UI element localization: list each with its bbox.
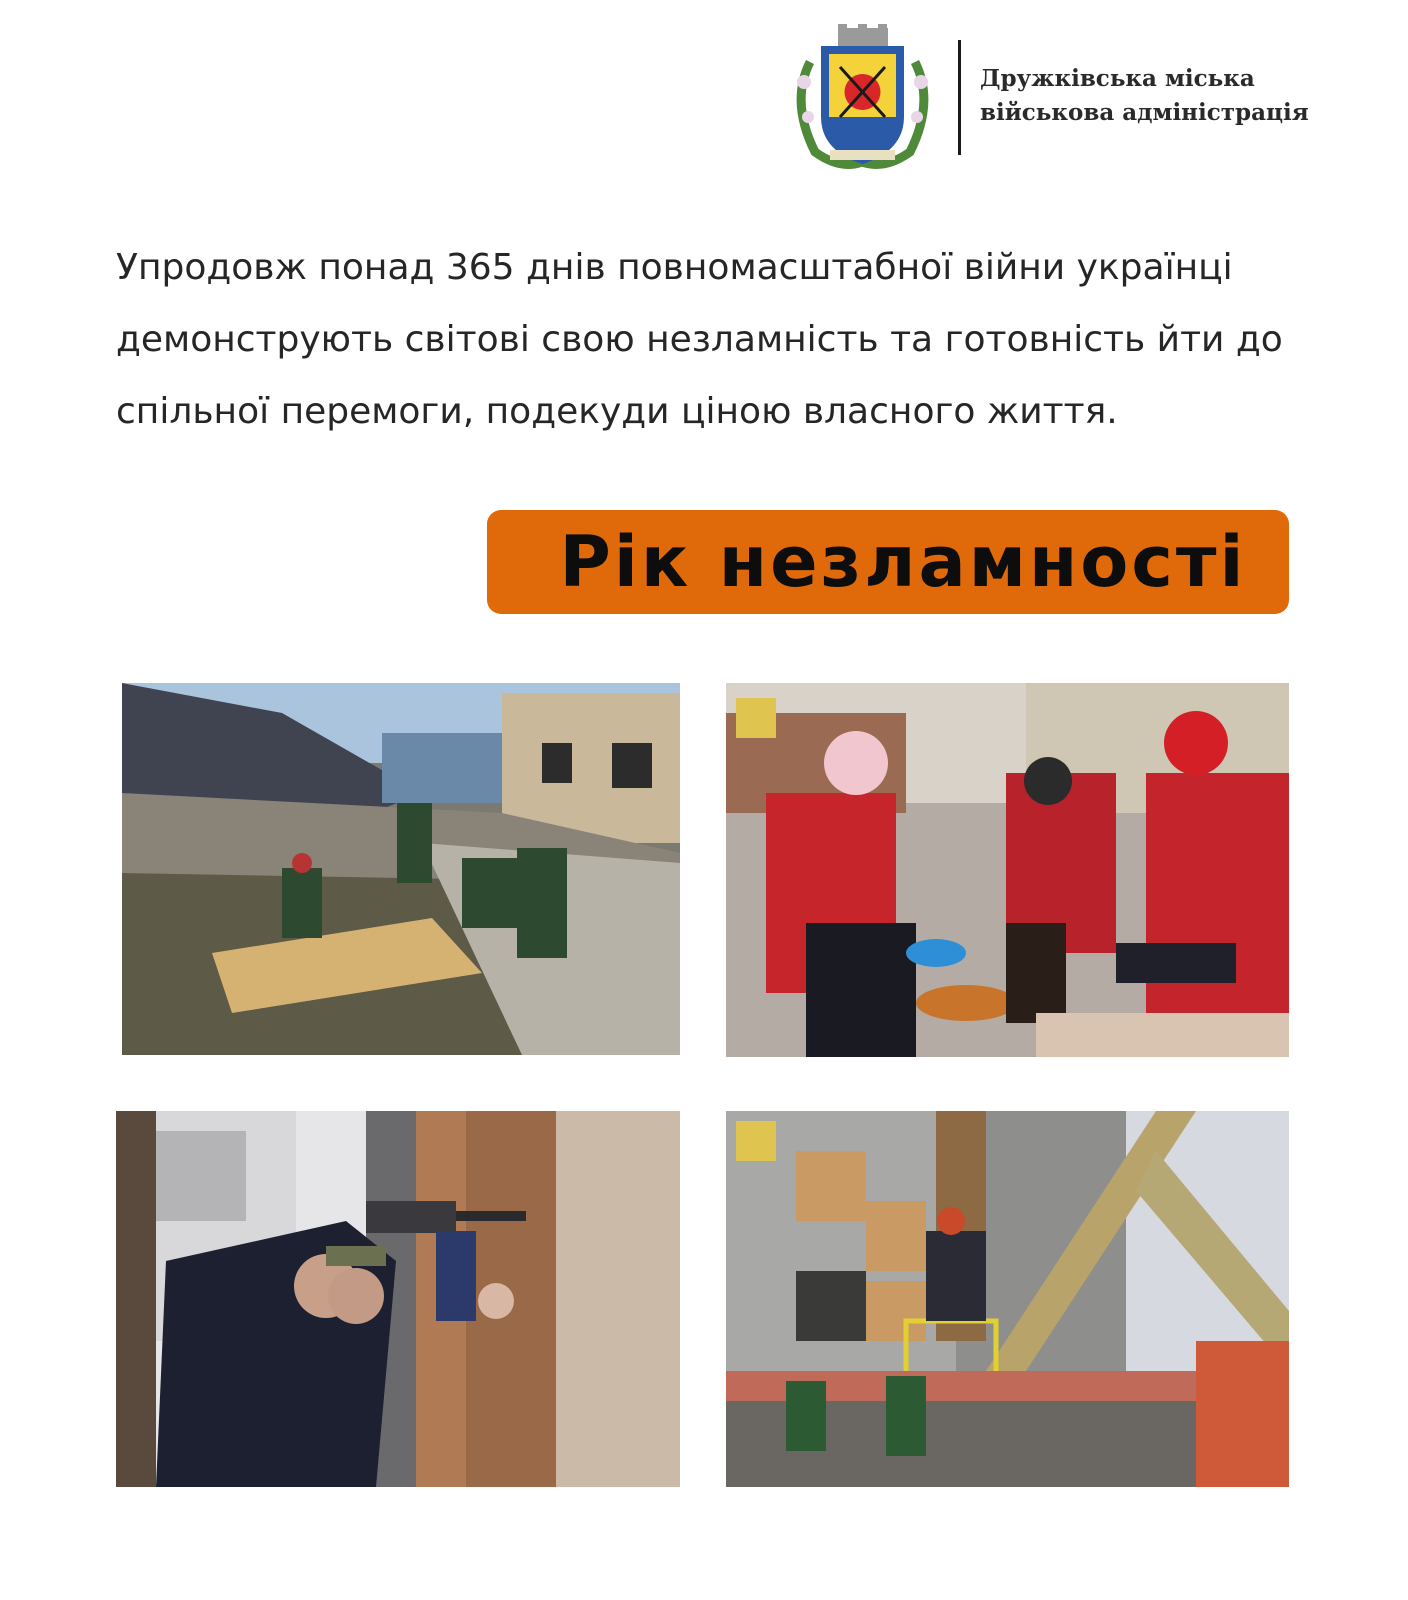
intro-text — [116, 232, 1306, 448]
coat-of-arms-icon — [790, 22, 935, 170]
intro-line-1: Упродовж понад 365 днів повномасштабної війни українці — [116, 247, 1233, 288]
intro-line-2: демонструють світові свою незламність та готовність йти до — [116, 319, 1283, 360]
org-name — [980, 62, 1320, 130]
photo-workers-lift — [726, 1111, 1289, 1487]
title-banner — [487, 510, 1289, 614]
header — [0, 0, 1408, 190]
org-name-line-1: Дружківська міська — [980, 65, 1255, 92]
photo-workers-plywood — [122, 683, 680, 1055]
org-name-line-2: військова адміністрація — [980, 99, 1309, 126]
intro-line-3: спільної перемоги, подекуди ціною власного життя. — [116, 391, 1118, 432]
photo-man-drilling — [116, 1111, 680, 1487]
header-divider — [958, 40, 961, 155]
photo-volunteers-cooking — [726, 683, 1289, 1057]
banner-title: Рік незламності — [559, 521, 1247, 603]
